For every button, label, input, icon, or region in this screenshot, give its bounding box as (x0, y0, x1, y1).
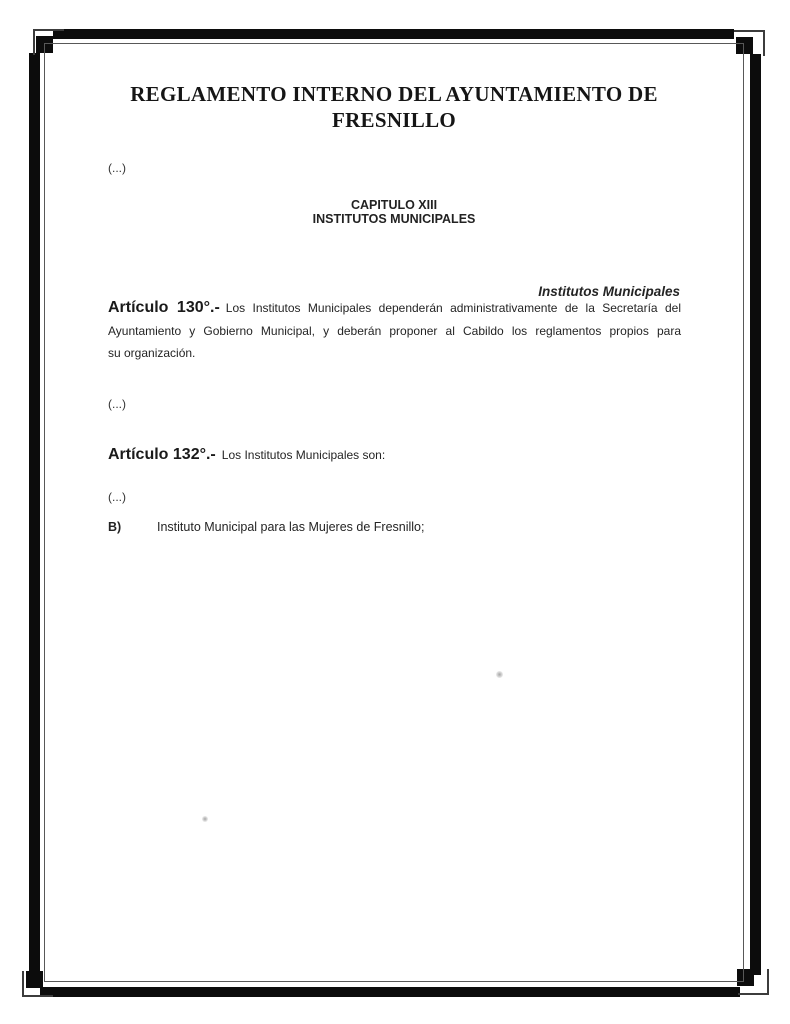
scan-speck (496, 671, 503, 678)
list-item-b (108, 519, 681, 536)
border-top-bar (53, 29, 734, 39)
article-line (108, 444, 681, 467)
article-130-line-1: Los Institutos Municipales dependerán administrativamente de la Secretaría del (225, 301, 681, 315)
border-left-bar (29, 53, 40, 980)
border-right-bar (750, 54, 761, 975)
title-line-1: REGLAMENTO INTERNO DEL AYUNTAMIENTO DE (130, 82, 658, 106)
ellipsis-mark-2: (...) (108, 397, 126, 411)
running-header: Institutos Municipales (538, 284, 680, 299)
article-line (108, 297, 681, 320)
article-130-line-3: su organización. (108, 346, 196, 360)
article-130-paragraph (108, 297, 681, 365)
article-132-label: Artículo 132°.- (108, 446, 216, 463)
ellipsis-mark-3: (...) (108, 490, 126, 504)
scan-speck (202, 816, 208, 822)
list-item-label: B) (108, 520, 122, 534)
border-bottom-bar (40, 987, 740, 997)
title-line-2: FRESNILLO (331, 108, 457, 132)
document-title (108, 81, 680, 133)
ellipsis-mark-1: (...) (108, 161, 126, 175)
article-130-line-2: Ayuntamiento y Gobierno Municipal, y deberán proponer al Cabildo los reglamentos propios para (108, 323, 681, 338)
chapter-heading (108, 198, 680, 226)
article-132-line-1: Los Institutos Municipales son: (221, 448, 386, 462)
chapter-name: INSTITUTOS MUNICIPALES (312, 212, 476, 226)
chapter-number: CAPITULO XIII (350, 198, 438, 212)
list-item-text: Instituto Municipal para las Mujeres de Fresnillo; (157, 520, 425, 534)
article-130-label: Artículo 130°.- (108, 299, 220, 316)
article-132-paragraph (108, 444, 681, 467)
border-inner-rule (44, 43, 744, 982)
